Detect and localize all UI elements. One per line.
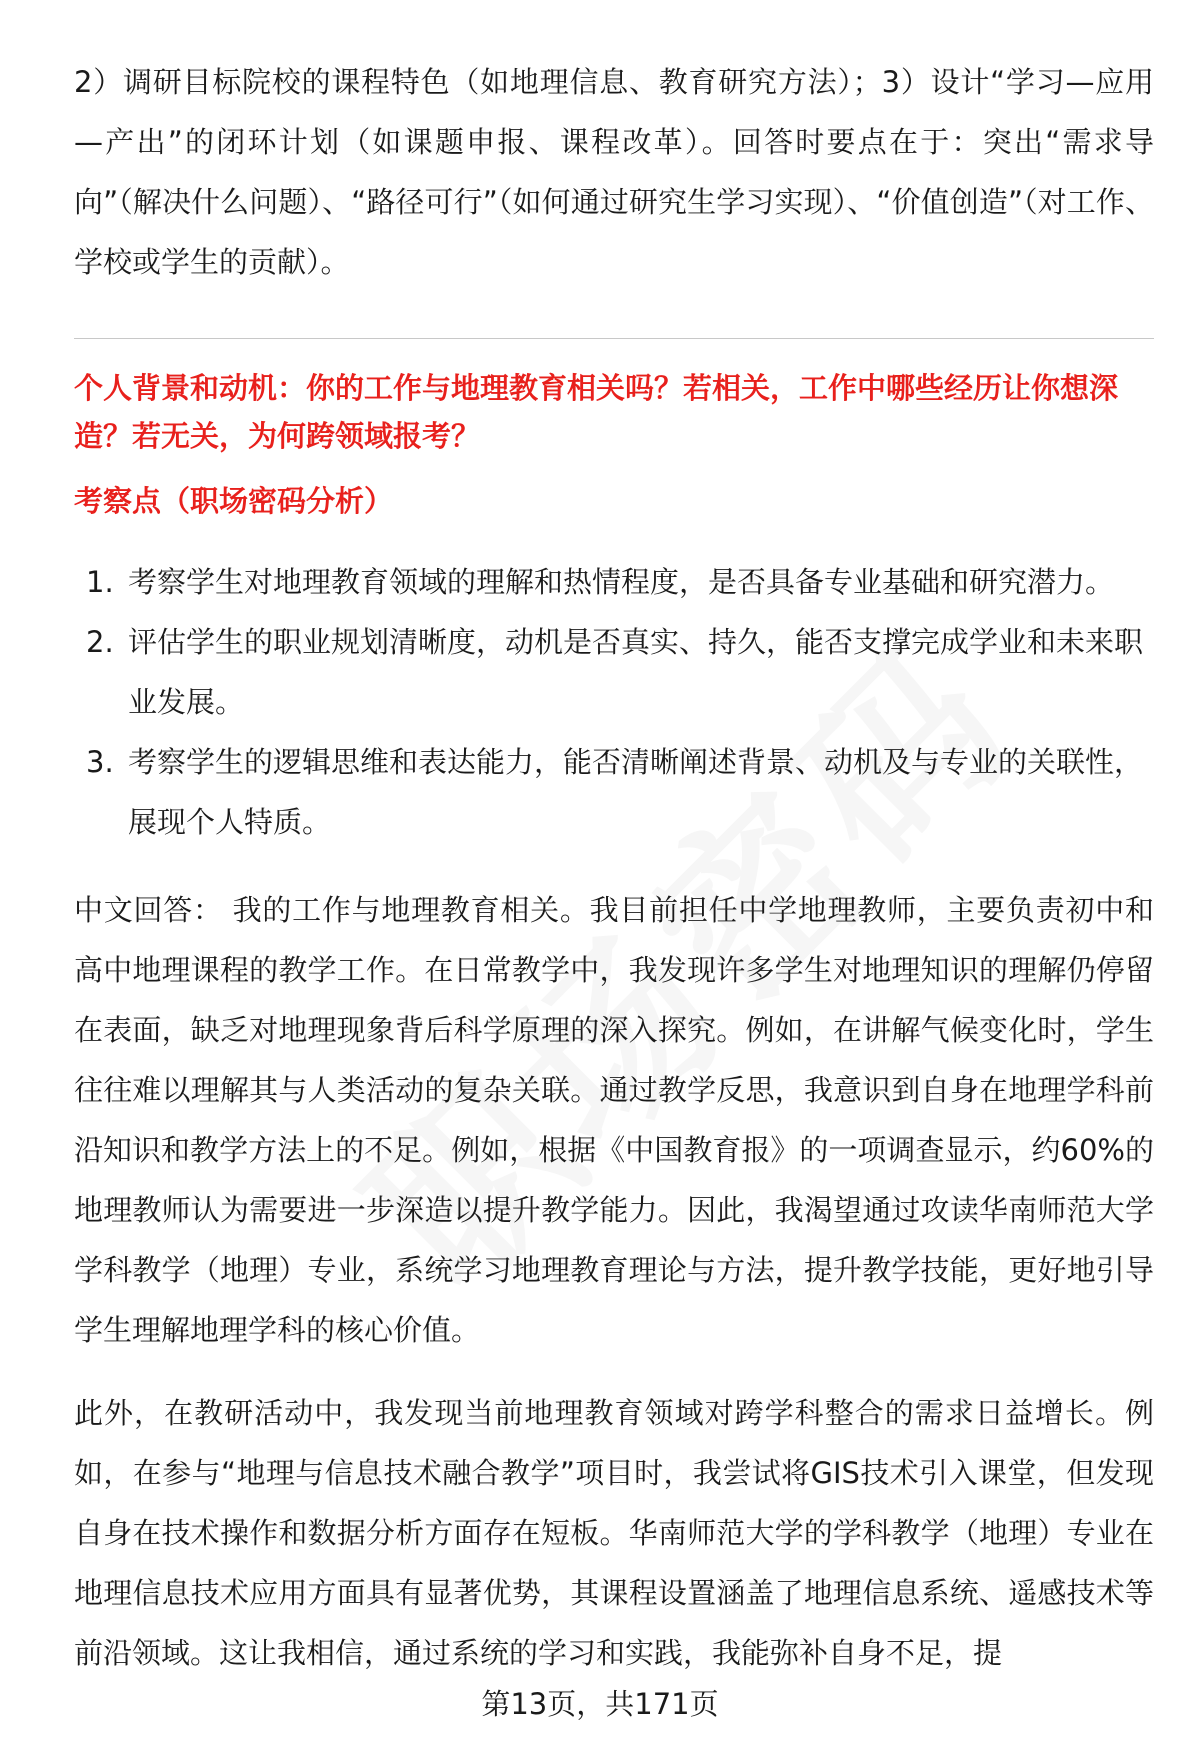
- assessment-points-heading: 考察点（职场密码分析）: [74, 484, 394, 518]
- section-divider: [74, 338, 1154, 339]
- list-item: [74, 732, 1154, 852]
- list-item-number: 2.: [86, 625, 114, 659]
- question-heading: 个人背景和动机：你的工作与地理教育相关吗？若相关，工作中哪些经历让你想深造？若无关，为何跨领域报考？: [74, 371, 1119, 453]
- list-item-text: 考察学生的逻辑思维和表达能力，能否清晰阐述背景、动机及与专业的关联性，展现个人特质。: [128, 745, 1144, 839]
- additional-paragraph: 此外，在教研活动中，我发现当前地理教育领域对跨学科整合的需求日益增长。例如，在参与“地理与信息技术融合教学”项目时，我尝试将GIS技术引入课堂，但发现自身在技术操作和数据分析方面存在短板。华南师范大学的学科教学（地理）专业在地理信息技术应用方面具有显著优势，其课程设置涵盖了地理信息系统、遥感技术等前沿领域。这让我相信，通过系统的学习和实践，我能弥补自身不足，提: [74, 1396, 1154, 1670]
- list-item-number: 3.: [86, 745, 114, 779]
- list-item-text: 评估学生的职业规划清晰度，动机是否真实、持久，能否支撑完成学业和未来职业发展。: [128, 625, 1144, 719]
- page-number-footer: 第13页，共171页: [481, 1687, 719, 1721]
- answer-paragraph: 中文回答： 我的工作与地理教育相关。我目前担任中学地理教师，主要负责初中和高中地理课程的教学工作。在日常教学中，我发现许多学生对地理知识的理解仍停留在表面，缺乏对地理现象背后科学原理的深入探究。例如，在讲解气候变化时，学生往往难以理解其与人类活动的复杂关联。通过教学反思，我意识到自身在地理学科前沿知识和教学方法上的不足。例如，根据《中国教育报》的一项调查显示，约60%的地理教师认为需要进一步深造以提升教学能力。因此，我渴望通过攻读华南师范大学学科教学（地理）专业，系统学习地理教育理论与方法，提升教学技能，更好地引导学生理解地理学科的核心价值。: [74, 893, 1154, 1347]
- list-item-text: 考察学生对地理教育领域的理解和热情程度，是否具备专业基础和研究潜力。: [128, 565, 1115, 599]
- list-item: [74, 612, 1154, 732]
- list-item-number: 1.: [86, 565, 114, 599]
- intro-paragraph: 2）调研目标院校的课程特色（如地理信息、教育研究方法）；3）设计“学习—应用—产出”的闭环计划（如课题申报、课程改革）。回答时要点在于：突出“需求导向”（解决什么问题）、“路径可行”（如何通过研究生学习实现）、“价值创造”（对工作、学校或学生的贡献）。: [74, 65, 1154, 279]
- list-item: [74, 552, 1154, 612]
- assessment-points-list: [74, 552, 1154, 852]
